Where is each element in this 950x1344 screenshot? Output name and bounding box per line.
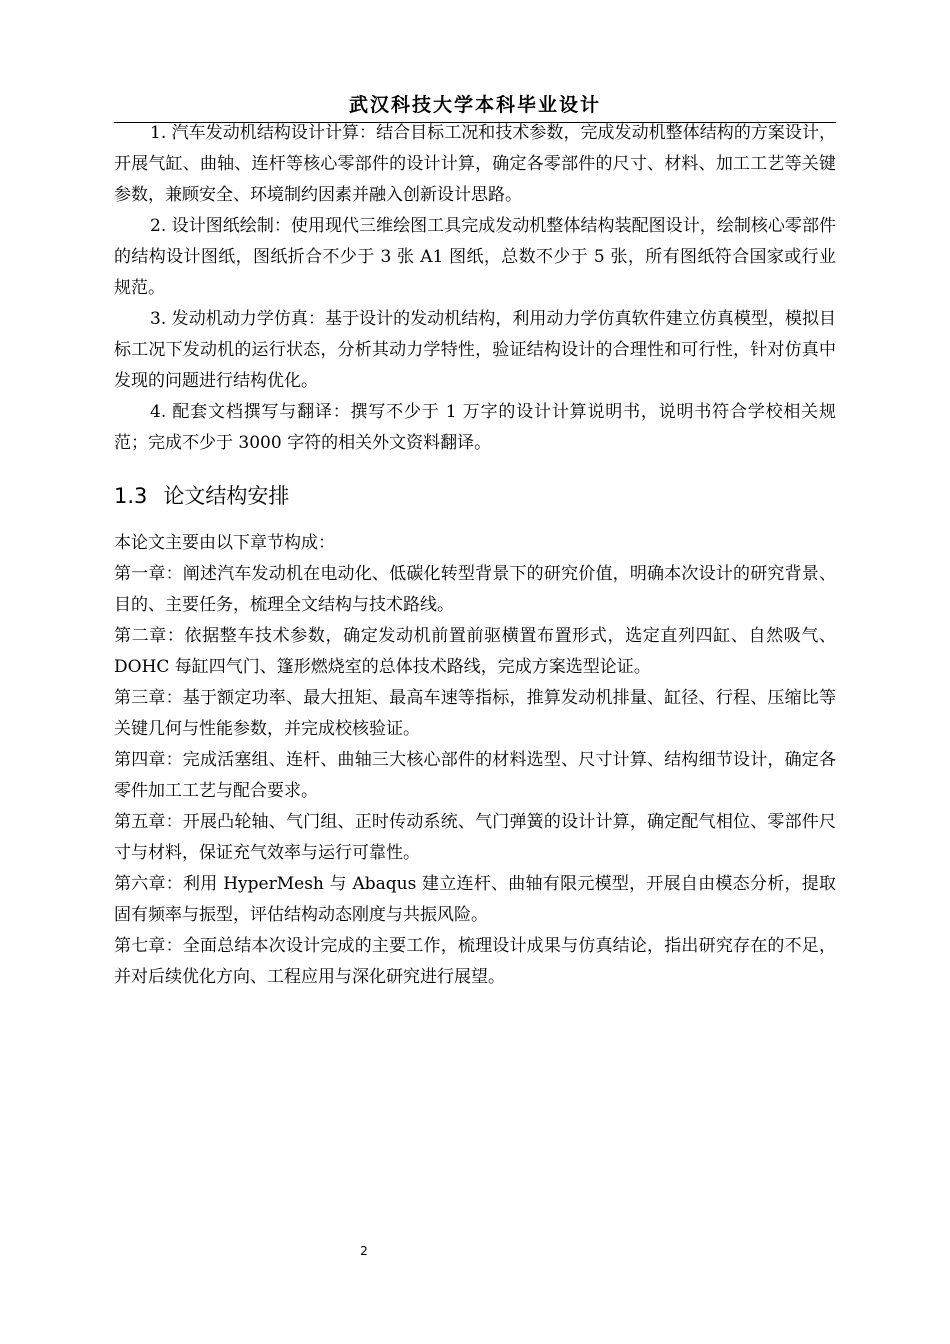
chapter-paragraph-6: 第六章：利用 HyperMesh 与 Abaqus 建立连杆、曲轴有限元模型，开展自由模态分析，提取固有频率与振型，评估结构动态刚度与共振风险。 <box>114 874 836 925</box>
task-paragraph-2: 2. 设计图纸绘制：使用现代三维绘图工具完成发动机整体结构装配图设计，绘制核心零部件的结构设计图纸，图纸折合不少于 3 张 A1 图纸，总数不少于 5 张，所有图纸符合国家或行业规范。 <box>114 216 836 298</box>
task-paragraph-4: 4. 配套文档撰写与翻译：撰写不少于 1 万字的设计计算说明书，说明书符合学校相关规范；完成不少于 3000 字符的相关外文资料翻译。 <box>114 402 836 453</box>
chapter-paragraph-7: 第七章：全面总结本次设计完成的主要工作，梳理设计成果与仿真结论，指出研究存在的不足，并对后续优化方向、工程应用与深化研究进行展望。 <box>114 936 836 987</box>
chapter-paragraph-2: 第二章：依据整车技术参数，确定发动机前置前驱横置布置形式，选定直列四缸、自然吸气、DOHC 每缸四气门、篷形燃烧室的总体技术路线，完成方案选型论证。 <box>114 626 836 677</box>
chapter-paragraph-5: 第五章：开展凸轮轴、气门组、正时传动系统、气门弹簧的设计计算，确定配气相位、零部件尺寸与材料，保证充气效率与运行可靠性。 <box>114 812 836 863</box>
chapter-paragraph-1: 第一章：阐述汽车发动机在电动化、低碳化转型背景下的研究价值，明确本次设计的研究背景、目的、主要任务，梳理全文结构与技术路线。 <box>114 564 836 615</box>
chapter-paragraph-3: 第三章：基于额定功率、最大扭矩、最高车速等指标，推算发动机排量、缸径、行程、压缩比等关键几何与性能参数，并完成校核验证。 <box>114 688 836 739</box>
section-number: 1.3 <box>114 484 148 508</box>
header-title: 武汉科技大学本科毕业设计 <box>348 94 601 116</box>
section-title: 论文结构安排 <box>163 484 290 508</box>
task-paragraph-3: 3. 发动机动力学仿真：基于设计的发动机结构，利用动力学仿真软件建立仿真模型，模拟目标工况下发动机的运行状态，分析其动力学特性，验证结构设计的合理性和可行性，针对仿真中发现的问题进行结构优化。 <box>114 309 836 391</box>
chapter-paragraph-4: 第四章：完成活塞组、连杆、曲轴三大核心部件的材料选型、尺寸计算、结构细节设计，确定各零件加工工艺与配合要求。 <box>114 750 836 801</box>
section-heading <box>114 478 836 514</box>
document-body <box>114 118 836 993</box>
task-paragraph-1: 1. 汽车发动机结构设计计算：结合目标工况和技术参数，完成发动机整体结构的方案设计，开展气缸、曲轴、连杆等核心零部件的设计计算，确定各零部件的尺寸、材料、加工工艺等关键参数，兼顾安全、环境制约因素并融入创新设计思路。 <box>114 123 836 205</box>
structure-intro: 本论文主要由以下章节构成： <box>114 533 335 553</box>
page-number: 2 <box>360 1244 368 1258</box>
